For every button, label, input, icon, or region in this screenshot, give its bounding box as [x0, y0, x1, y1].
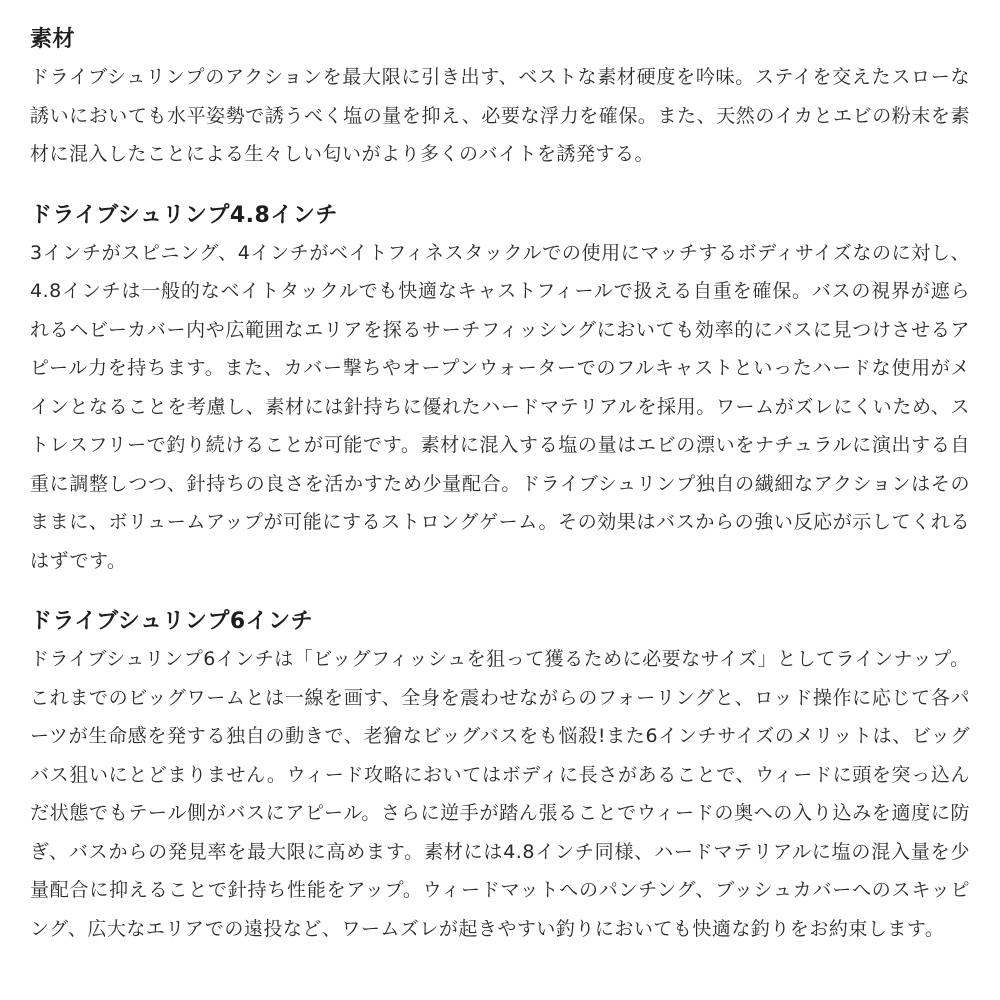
section-paragraph: ドライブシュリンプ6インチは「ビッグフィッシュを狙って獲るために必要なサイズ」としてラインナップ。 — [30, 648, 970, 670]
section-paragraph: これまでのビッグワームとは一線を画す、全身を震わせながらのフォーリングと、ロッド操作に応じて各パーツが生命感を発する独自の動きで、老獪なビッグバスをも悩殺!また6インチサイズのメリットは、ビッグバス狙いにとどまりません。ウィード攻略においてはボディに長さがあることで、ウィードに頭を突っ込んだ状態でもテール側がバスにアピール。さらに逆手が踏ん張ることでウィードの奥への入り込みを適度に防ぎ、バスからの発見率を最大限に高めます。素材には4.8インチ同様、ハードマテリアルに塩の混入量を少量配合に抑えることで針持ち性能をアップ。ウィードマットへのパンチング、ブッシュカバーへのスキッピング、広大なエリアでの遠投など、ワームズレが起きやすい釣りにおいても快適な釣りをお約束します。 — [30, 686, 970, 940]
section-paragraph: ドライブシュリンプのアクションを最大限に引き出す、ベストな素材硬度を吟味。ステイを交えたスローな誘いにおいても水平姿勢で誘うべく塩の量を抑え、必要な浮力を確保。また、天然のイカとエビの粉末を素材に混入したことによる生々しい匂いがより多くのバイトを誘発する。 — [30, 66, 970, 165]
section-paragraph: 3インチがスピニング、4インチがベイトフィネスタックルでの使用にマッチするボディサイズなのに対し、4.8インチは一般的なベイトタックルでも快適なキャストフィールで扱える自重を確保。バスの視界が遮られるヘビーカバー内や広範囲なエリアを探るサーチフィッシングにおいても効率的にバスに見つけさせるアピール力を持ちます。また、カバー撃ちやオープンウォーターでのフルキャストといったハードな使用がメインとなることを考慮し、素材には針持ちに優れたハードマテリアルを採用。ワームがズレにくいため、ストレスフリーで釣り続けることが可能です。素材に混入する塩の量はエビの漂いをナチュラルに演出する自重に調整しつつ、針持ちの良さを活かすため少量配合。ドライブシュリンプ独自の繊細なアクションはそのままに、ボリュームアップが可能にするストロングゲーム。その効果はバスからの強い反応が示してくれるはずです。 — [30, 241, 970, 572]
section-6-inch — [30, 606, 970, 948]
section-heading: ドライブシュリンプ6インチ — [30, 609, 314, 634]
section-4-8-inch — [30, 200, 970, 581]
section-heading: 素材 — [30, 27, 76, 52]
section-material — [30, 24, 970, 174]
section-heading: ドライブシュリンプ4.8インチ — [30, 202, 338, 228]
